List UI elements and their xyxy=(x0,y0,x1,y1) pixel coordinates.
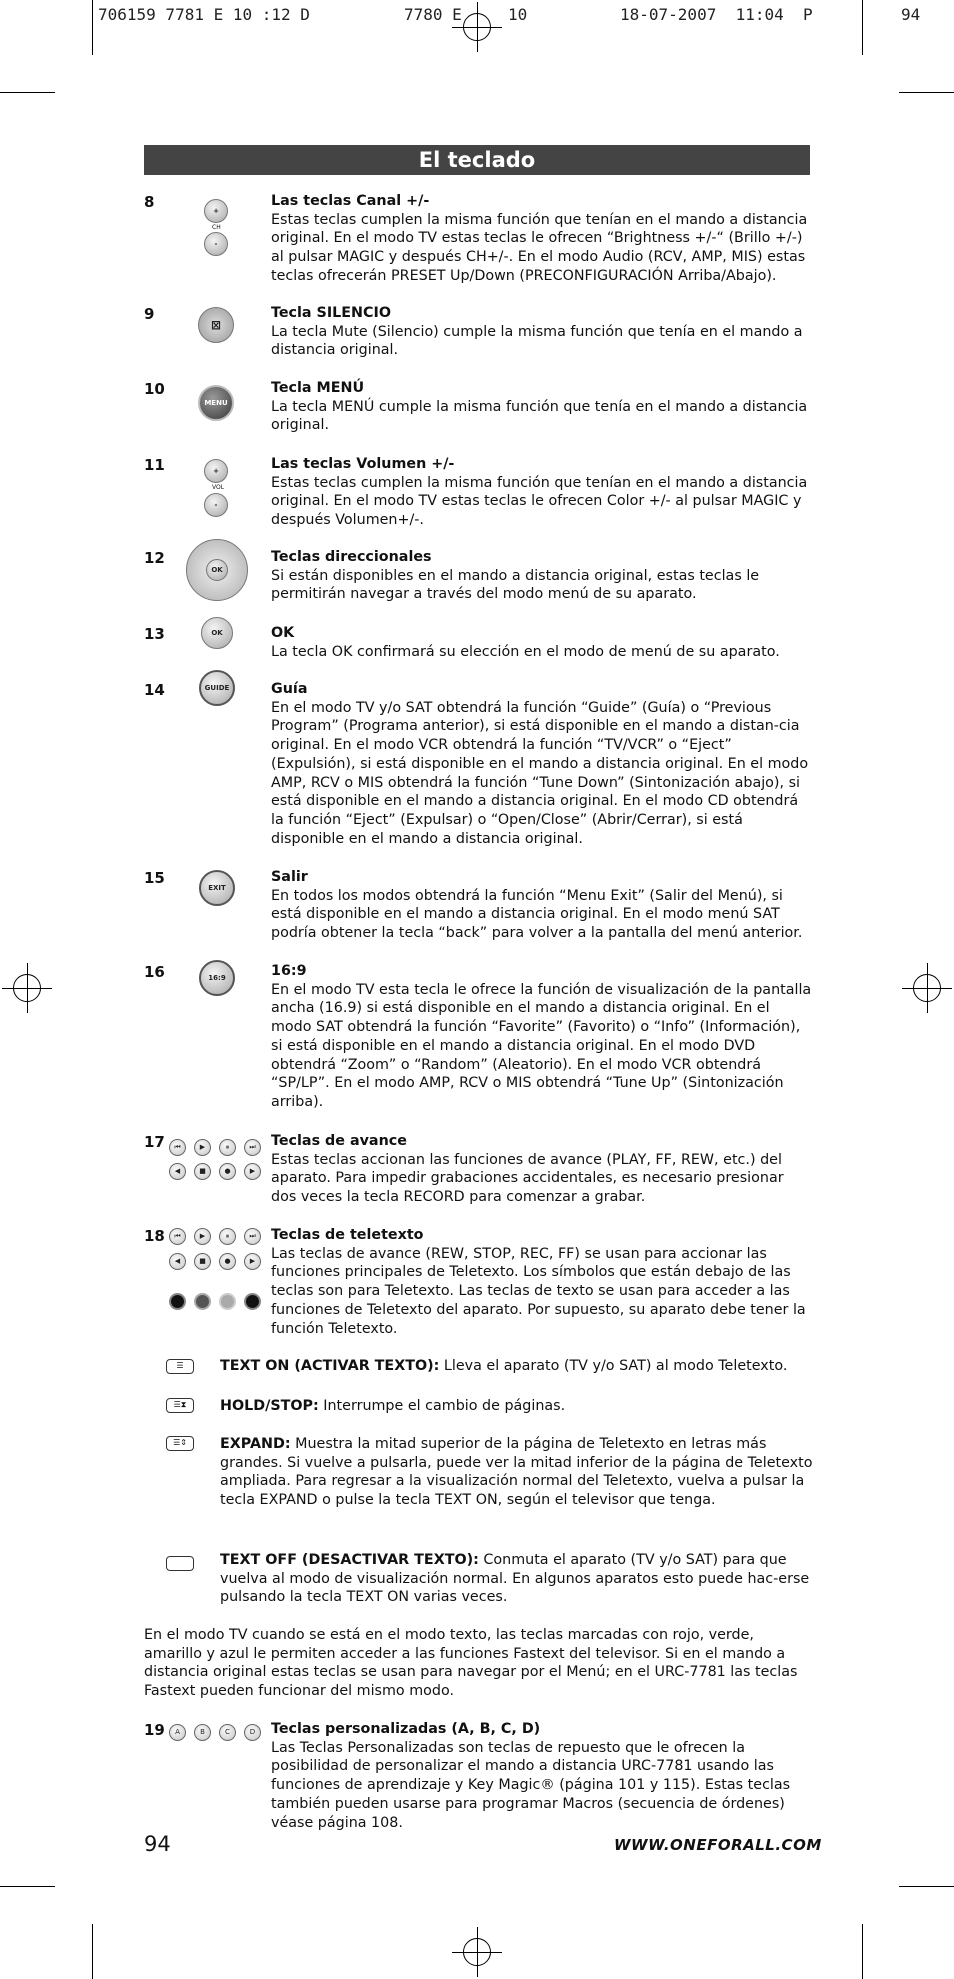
entry-number: 19 xyxy=(144,1721,165,1739)
entry-9 xyxy=(271,304,813,360)
text-off-icon xyxy=(166,1556,194,1571)
entry-10 xyxy=(271,379,813,435)
print-datetime: 18-07-2007 11:04 P xyxy=(620,5,813,24)
teletext-item-expand: EXPAND: Muestra la mitad superior de la página de Teletexto en letras más grandes. Si vuelve a pulsarla, puede ver la mitad inferior de la página de Teletexto ampliada. Para regresar a la visualización normal del Teletexto, vuelva a pulsar la tecla EXPAND o pulse la tecla TEXT ON, según el televisor que tenga. xyxy=(220,1436,813,1509)
crop-mark xyxy=(899,92,954,93)
crop-mark xyxy=(92,0,93,55)
website-url: WWW.ONEFORALL.COM xyxy=(614,1836,822,1854)
ok-key-icon: OK xyxy=(201,617,233,649)
entry-number: 9 xyxy=(144,305,155,323)
crop-mark xyxy=(0,92,55,93)
direction-pad-icon: OK xyxy=(186,539,248,601)
page-title: El teclado xyxy=(144,145,810,175)
entry-number: 16 xyxy=(144,963,165,981)
print-header xyxy=(98,5,921,119)
entry-title: Salir xyxy=(271,869,308,885)
entry-number: 12 xyxy=(144,549,165,567)
entry-body: Si están disponibles en el mando a distancia original, estas teclas le permitirán navegar a través del modo menú de su aparato. xyxy=(271,567,760,603)
teletext-item-text-on: TEXT ON (ACTIVAR TEXTO): Lleva el aparato (TV y/o SAT) al modo Teletexto. xyxy=(220,1358,788,1374)
print-page-ref: 10 xyxy=(508,5,528,24)
exit-key-icon: EXIT xyxy=(199,870,235,906)
entry-title: Guía xyxy=(271,681,308,697)
hold-stop-icon: ☰⧗ xyxy=(166,1398,194,1413)
entry-title: Las teclas Volumen +/- xyxy=(271,456,455,472)
entry-title: Tecla SILENCIO xyxy=(271,305,391,321)
entry-16 xyxy=(271,962,813,1112)
entry-body: La tecla MENÚ cumple la misma función que tenía en el mando a distancia original. xyxy=(271,398,808,434)
entry-number: 18 xyxy=(144,1227,165,1245)
entry-title: 16:9 xyxy=(271,963,307,979)
crop-mark xyxy=(862,1924,863,1979)
crop-mark xyxy=(899,1886,954,1887)
entry-number: 13 xyxy=(144,625,165,643)
entry-body: En el modo TV esta tecla le ofrece la función de visualización de la pantalla ancha (16.9) si está disponible en el mando a distancia original. En el modo SAT obtendrá la función “Favorite” (Favorito) o “Info” (Información), si está disponible en el mando a distancia original. En el modo DVD obtendrá “Zoom” o “Random” (Aleatorio). En el modo VCR obtendrá “SP/LP”. En el modo AMP, RCV o MIS obtendrá “Tune Up” (Sintonización arriba). xyxy=(271,981,812,1110)
entry-number: 14 xyxy=(144,681,165,699)
expand-icon: ☰⇕ xyxy=(166,1436,194,1451)
menu-key-icon: MENU xyxy=(198,385,234,421)
entry-number: 15 xyxy=(144,869,165,887)
entry-number: 17 xyxy=(144,1133,165,1151)
entry-title: OK xyxy=(271,625,295,641)
entry-body: Estas teclas cumplen la misma función que tenían en el mando a distancia original. En el modo TV estas teclas le ofrecen “Brightness +/-“ (Brillo +/-) al pulsar MAGIC y después CH+/-. En el modo Audio (RCV, AMP, MIS) estas teclas ofrecerán PRESET Up/Down (PRECONFIGURACIÓN Arriba/Abajo). xyxy=(271,211,808,284)
entry-title: Teclas personalizadas (A, B, C, D) xyxy=(271,1721,541,1737)
registration-mark-icon xyxy=(13,974,41,1002)
fastext-paragraph: En el modo TV cuando se está en el modo texto, las teclas marcadas con rojo, verde, amarillo y azul le permiten acceder a las funciones Fastext del televisor. Si en el mando a distancia original estas teclas se usan para navegar por el Menú; en el URC-7781 las teclas Fastext pueden funcionar del mismo modo. xyxy=(144,1627,798,1700)
mute-key-icon: ⊠ xyxy=(198,307,234,343)
entry-body: Las teclas de avance (REW, STOP, REC, FF) se usan para accionar las funciones principales de Teletexto. Los símbolos que están debajo de las teclas son para Teletexto. Las teclas de texto se usan para acceder a las funciones de Teletexto del aparato. Por supuesto, su aparato debe tener la función Teletexto. xyxy=(271,1245,806,1337)
print-sheet: 94 xyxy=(901,5,921,24)
entry-title: Las teclas Canal +/- xyxy=(271,193,430,209)
entry-title: Teclas de teletexto xyxy=(271,1227,424,1243)
print-job: 706159 7781 E 10 :12 D xyxy=(98,5,310,24)
entry-body: Estas teclas cumplen la misma función que tenían en el mando a distancia original. En el modo TV estas teclas le ofrecen Color +/- al pulsar MAGIC y después Volumen+/-. xyxy=(271,474,808,529)
teletext-item-text-off: TEXT OFF (DESACTIVAR TEXTO): Conmuta el aparato (TV y/o SAT) para que vuelva al modo de visualización normal. En algunos aparatos esto puede hac-erse pulsando la tecla TEXT ON varias veces. xyxy=(220,1552,810,1606)
entry-body: La tecla OK confirmará su elección en el modo de menú de su aparato. xyxy=(271,643,780,660)
entry-13 xyxy=(271,624,813,661)
entry-12 xyxy=(271,548,813,604)
page-number: 94 xyxy=(144,1832,171,1856)
registration-mark-icon xyxy=(913,974,941,1002)
registration-mark-icon xyxy=(463,13,491,41)
entry-title: Teclas de avance xyxy=(271,1133,407,1149)
entry-body: En todos los modos obtendrá la función “Menu Exit” (Salir del Menú), si está disponible en el mando a distancia original. En el modo menú SAT podría obtener la tecla “back” para volver a la pantalla del menú anterior. xyxy=(271,887,803,942)
entry-title: Teclas direccionales xyxy=(271,549,432,565)
entry-19 xyxy=(271,1720,813,1832)
entry-title: Tecla MENÚ xyxy=(271,380,365,396)
widescreen-key-icon: 16:9 xyxy=(199,960,235,996)
entry-number: 11 xyxy=(144,456,165,474)
guide-key-icon: GUIDE xyxy=(199,670,235,706)
text-on-icon: ☰ xyxy=(166,1359,194,1374)
entry-number: 8 xyxy=(144,193,155,211)
crop-mark xyxy=(862,0,863,55)
entry-15 xyxy=(271,868,813,943)
entry-body: En el modo TV y/o SAT obtendrá la función “Guide” (Guía) o “Previous Program” (Programa anterior), si está disponible en el mando a distan-cia original. En el modo VCR obtendrá la función “TV/VCR” o “Eject” (Expulsión), si está disponible en el mando a distancia original. En el modo AMP, RCV o MIS obtendrá la función “Tune Down” (Sintonización abajo), si está disponible en el mando a distancia original. En el modo CD obtendrá la función “Eject” (Expulsar) o “Open/Close” (Abrir/Cerrar), si está disponible en el mando a distancia original. xyxy=(271,699,809,847)
entry-body: Las Teclas Personalizadas son teclas de repuesto que le ofrecen la posibilidad de personalizar el mando a distancia URC-7781 usando las funciones de aprendizaje y Key Magic® (página 101 y 115). Estas teclas también pueden usarse para programar Macros (secuencia de órdenes) véase página 108. xyxy=(271,1739,791,1831)
print-file: 7780 E xyxy=(404,5,462,24)
entry-18 xyxy=(271,1226,813,1338)
registration-mark-icon xyxy=(463,1938,491,1966)
teletext-item-hold-stop: HOLD/STOP: Interrumpe el cambio de páginas. xyxy=(220,1398,566,1414)
entry-number: 10 xyxy=(144,380,165,398)
entry-14 xyxy=(271,680,813,848)
crop-mark xyxy=(0,1886,55,1887)
entry-body: La tecla Mute (Silencio) cumple la misma función que tenía en el mando a distancia original. xyxy=(271,323,803,359)
entry-body: Estas teclas accionan las funciones de avance (PLAY, FF, REW, etc.) del aparato. Para impedir grabaciones accidentales, es necesario presionar dos veces la tecla RECORD para comenzar a grabar. xyxy=(271,1151,784,1206)
entry-11 xyxy=(271,455,813,530)
entry-17 xyxy=(271,1132,813,1207)
entry-8 xyxy=(271,192,813,286)
crop-mark xyxy=(92,1924,93,1979)
